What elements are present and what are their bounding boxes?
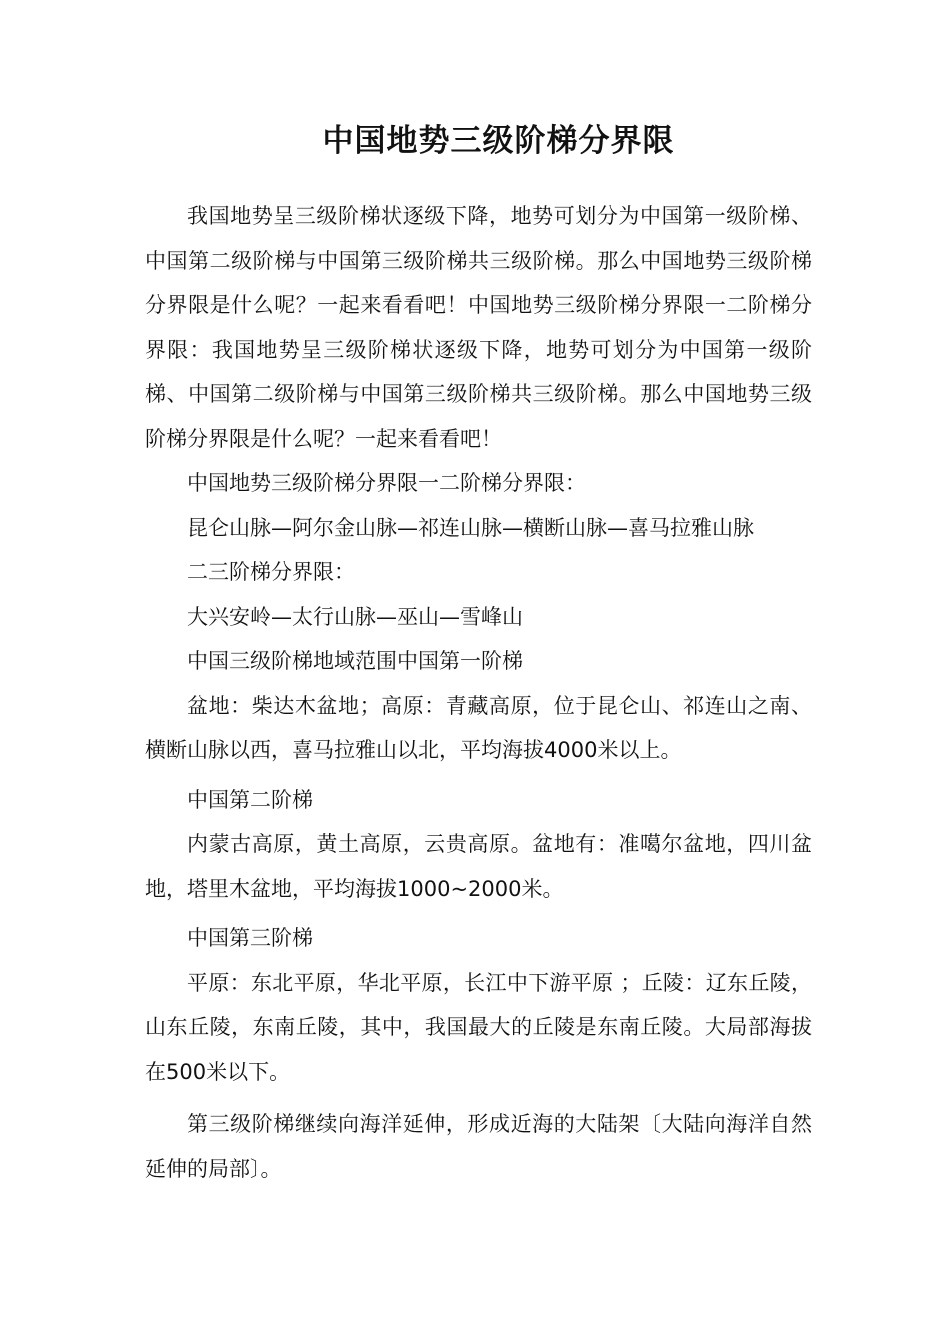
paragraph-second-step-detail: 内蒙古高原，黄土高原，云贵高原。盆地有：准噶尔盆地，四川盆地，塔里木盆地，平均海拔1000~2000米。 bbox=[145, 832, 812, 901]
paragraph-third-step-heading: 中国第三阶梯 bbox=[187, 926, 313, 950]
paragraph-third-step-detail: 平原：东北平原，华北平原，长江中下游平原 ；丘陵：辽东丘陵，山东丘陵，东南丘陵，其中，我国最大的丘陵是东南丘陵。大局部海拔在500米以下。 bbox=[145, 970, 812, 1084]
paragraph-boundary-2-3-mountains: 大兴安岭—太行山脉—巫山—雪峰山 bbox=[187, 604, 523, 629]
paragraph-continental-shelf: 第三级阶梯继续向海洋延伸，形成近海的大陆架〔大陆向海洋自然延伸的局部〕。 bbox=[145, 1112, 812, 1181]
paragraph-boundary-2-3-heading: 二三阶梯分界限： bbox=[187, 560, 355, 584]
paragraph-boundary-1-2-heading: 中国地势三级阶梯分界限一二阶梯分界限： bbox=[187, 471, 586, 495]
paragraph-first-step-heading: 中国三级阶梯地域范围中国第一阶梯 bbox=[187, 649, 523, 673]
paragraph-second-step-heading: 中国第二阶梯 bbox=[187, 787, 313, 812]
paragraph-boundary-1-2-mountains: 昆仑山脉—阿尔金山脉—祁连山脉—横断山脉—喜马拉雅山脉 bbox=[187, 515, 754, 540]
document-title: 中国地势三级阶梯分界限 bbox=[322, 123, 675, 159]
paragraph-first-step-detail: 盆地：柴达木盆地；高原：青藏高原，位于昆仑山、祁连山之南、横断山脉以西，喜马拉雅山以北，平均海拔4000米以上。 bbox=[145, 693, 812, 762]
paragraph-intro: 我国地势呈三级阶梯状逐级下降，地势可划分为中国第一级阶梯、中国第二级阶梯与中国第三级阶梯共三级阶梯。那么中国地势三级阶梯分界限是什么呢？一起来看看吧！中国地势三级阶梯分界限一二阶梯分界限：我国地势呈三级阶梯状逐级下降，地势可划分为中国第一级阶梯、中国第二级阶梯与中国第三级阶梯共三级阶梯。那么中国地势三级阶梯分界限是什么呢？一起来看看吧！ bbox=[145, 204, 812, 451]
